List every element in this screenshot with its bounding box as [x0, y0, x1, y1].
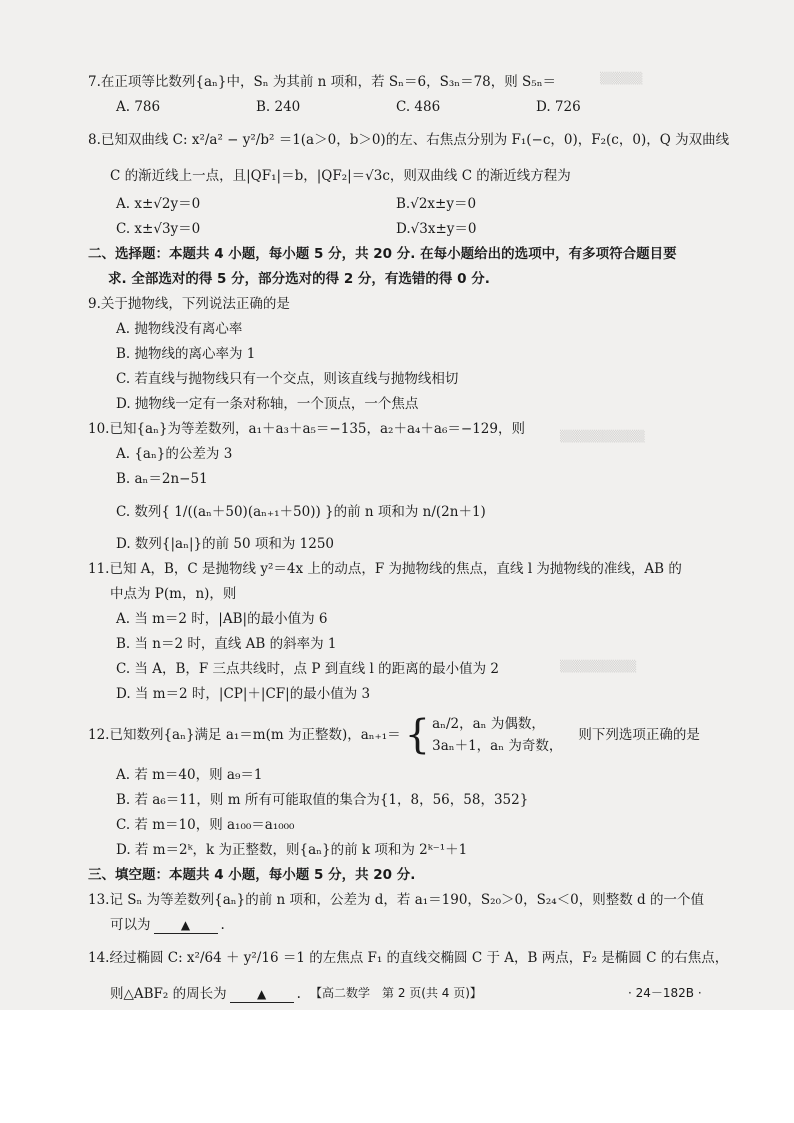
option-d: D.√3x±y＝0 — [396, 221, 477, 237]
question-11-stem-continued: 中点为 P(m，n)，则 — [110, 586, 237, 602]
question-11-stem: 11.已知 A，B，C 是抛物线 y²＝4x 上的动点，F 为抛物线的焦点，直线 l 为抛物线的准线，AB 的 — [88, 561, 682, 577]
case-odd: 3aₙ＋1，aₙ 为奇数， — [432, 738, 563, 754]
footer-code: · 24－182B · — [628, 986, 702, 1000]
option-d: D. 若 m＝2ᵏ，k 为正整数，则{aₙ}的前 k 项和为 2ᵏ⁻¹＋1 — [116, 842, 468, 858]
section-2-title: 二、选择题：本题共 4 小题，每小题 5 分，共 20 分. 在每小题给出的选项中，有多项符合题目要 — [88, 246, 677, 262]
option-b: B.√2x±y＝0 — [396, 196, 477, 212]
section-2-title-continued: 求. 全部选对的得 5 分，部分选对的得 2 分，有选错的得 0 分. — [108, 271, 490, 287]
option-c: C. 486 — [396, 99, 441, 115]
triangle-marker: ▲ — [257, 987, 267, 1001]
option-d: D. 当 m＝2 时，|CP|＋|CF|的最小值为 3 — [116, 686, 371, 702]
option-c: C. 若直线与抛物线只有一个交点，则该直线与抛物线相切 — [116, 371, 459, 387]
option-b: B. 当 n＝2 时，直线 AB 的斜率为 1 — [116, 636, 337, 652]
question-12-stem — [88, 707, 728, 763]
bleed-through-text: ▒▒▒▒▒▒▒▒▒▒ — [560, 430, 645, 443]
option-b: B. 抛物线的离心率为 1 — [116, 346, 256, 362]
footer-page-info: 【高二数学 第 2 页(共 4 页)】 — [310, 986, 482, 1000]
question-8-options-row2 — [88, 217, 728, 242]
bleed-through-text: ▒▒▒▒▒ — [600, 72, 643, 85]
option-d: D. 抛物线一定有一条对称轴，一个顶点，一个焦点 — [116, 396, 419, 412]
question-list — [88, 70, 728, 1010]
answer-blank[interactable] — [154, 917, 218, 934]
bleed-through-text: ▒▒▒▒▒▒▒▒▒ — [560, 660, 637, 673]
question-12-stem-start: 12.已知数列{aₙ}满足 a₁＝m(m 为正整数)，aₙ₊₁＝ — [88, 726, 401, 743]
triangle-marker: ▲ — [180, 918, 191, 932]
case-even: aₙ/2，aₙ 为偶数， — [432, 716, 545, 732]
option-b: B. 若 a₆＝11，则 m 所有可能取值的集合为{1，8，56，58，352} — [116, 792, 529, 808]
question-14-stem-continued: 则△ABF₂ 的周长为 ▲ . — [110, 986, 301, 1002]
option-a: A. 786 — [116, 99, 161, 115]
piecewise-cases — [432, 713, 562, 757]
question-13-stem: 13.记 Sₙ 为等差数列{aₙ}的前 n 项和，公差为 d，若 a₁＝190，S₂₀＞0，S₂₄＜0，则整数 d 的一个值 — [88, 892, 704, 908]
question-10-stem: 10.已知{aₙ}为等差数列，a₁＋a₃＋a₅＝−135，a₂＋a₄＋a₆＝−129，则 — [88, 421, 525, 437]
question-8-stem-continued: C 的渐近线上一点，且|QF₁|＝b，|QF₂|＝√3c，则双曲线 C 的渐近线方程为 — [110, 168, 571, 184]
question-14-stem: 14.经过椭圆 C: x²/64 ＋ y²/16 ＝1 的左焦点 F₁ 的直线交椭圆 C 于 A，B 两点，F₂ 是椭圆 C 的右焦点， — [88, 950, 729, 966]
option-b: B. 240 — [256, 99, 301, 115]
question-13-stem-continued: 可以为 ▲ . — [110, 917, 225, 933]
option-a: A. 当 m＝2 时，|AB|的最小值为 6 — [116, 611, 328, 627]
question-7-stem: 7.在正项等比数列{aₙ}中，Sₙ 为其前 n 项和，若 Sₙ＝6，S₃ₙ＝78，则 S₅ₙ＝ — [88, 74, 557, 90]
option-c: C. x±√3y＝0 — [116, 221, 201, 237]
question-7-options — [88, 95, 728, 120]
option-c: C. 若 m＝10，则 a₁₀₀＝a₁₀₀₀ — [116, 817, 295, 833]
question-9-stem: 9.关于抛物线，下列说法正确的是 — [88, 296, 290, 312]
option-a: A. {aₙ}的公差为 3 — [116, 446, 233, 462]
option-d: D. 726 — [536, 99, 581, 115]
option-b: B. aₙ＝2n−51 — [116, 471, 208, 487]
option-c: C. 数列{ 1/((aₙ＋50)(aₙ₊₁＋50)) }的前 n 项和为 n/(2n＋1) — [116, 504, 486, 520]
question-14-stem-tail: 则△ABF₂ 的周长为 — [110, 986, 227, 1002]
question-13-stem-tail: 可以为 — [110, 917, 151, 933]
question-8-options-row1 — [88, 192, 728, 217]
brace-symbol: { — [404, 712, 431, 758]
question-8-stem: 8.已知双曲线 C: x²/a² − y²/b² ＝1(a＞0，b＞0)的左、右焦点分别为 F₁(−c，0)，F₂(c，0)，Q 为双曲线 — [88, 132, 730, 148]
piecewise-definition — [405, 713, 563, 757]
option-a: A. 若 m＝40，则 a₉＝1 — [116, 767, 263, 783]
answer-blank[interactable] — [230, 986, 294, 1003]
option-d: D. 数列{|aₙ|}的前 50 项和为 1250 — [116, 536, 334, 552]
option-c: C. 当 A，B，F 三点共线时，点 P 到直线 l 的距离的最小值为 2 — [116, 661, 499, 677]
option-a: A. 抛物线没有离心率 — [116, 321, 243, 337]
option-a: A. x±√2y＝0 — [116, 196, 201, 212]
section-3-title: 三、填空题：本题共 4 小题，每小题 5 分，共 20 分. — [88, 867, 416, 883]
question-12-stem-end: 则下列选项正确的是 — [578, 726, 700, 743]
